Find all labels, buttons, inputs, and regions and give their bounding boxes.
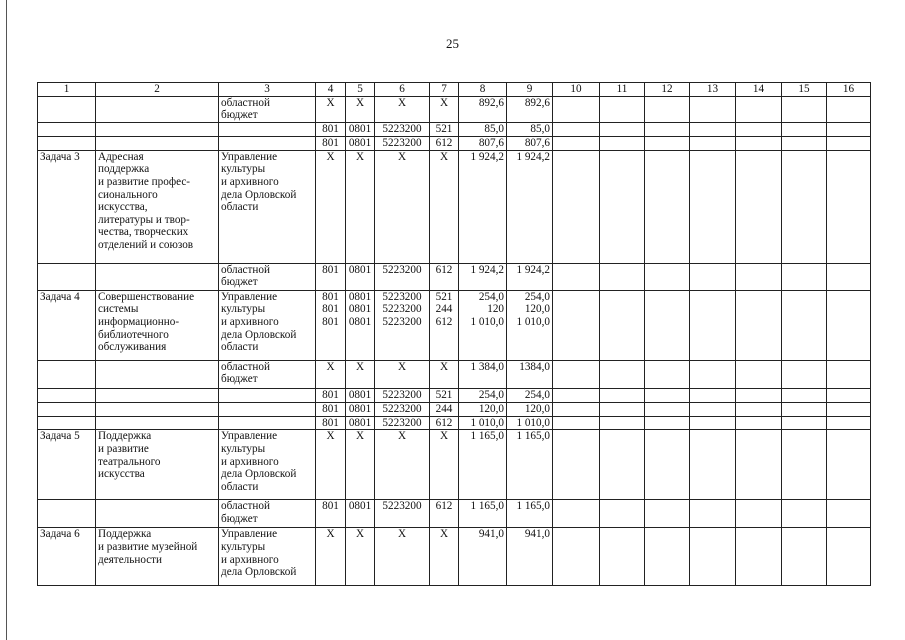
empty-cell (827, 500, 871, 528)
empty-cell (827, 360, 871, 388)
empty-cell (736, 402, 782, 416)
table-row (38, 360, 871, 388)
empty-cell (690, 122, 736, 136)
grbs-cell: 801 (316, 388, 346, 402)
empty-cell (553, 416, 600, 430)
amount-cell: 1 924,2 (459, 263, 507, 290)
description-cell (96, 416, 219, 430)
header-cell: 2 (96, 83, 219, 97)
executor-cell: Управление культуры и архивного дела Орловской области (219, 430, 316, 500)
grbs-cell: 801 801 801 (316, 290, 346, 360)
empty-cell (645, 96, 690, 122)
section-cell: 0801 (346, 122, 375, 136)
empty-cell (645, 416, 690, 430)
expense-type-cell: 521 (430, 388, 459, 402)
executor-cell: областной бюджет (219, 96, 316, 122)
empty-cell (645, 150, 690, 263)
empty-cell (690, 402, 736, 416)
empty-cell (736, 528, 782, 586)
section-cell: Х (346, 430, 375, 500)
empty-cell (782, 402, 827, 416)
header-row (38, 83, 871, 97)
table-row (38, 150, 871, 263)
description-cell: Совершенствование системы информационно- библиотечного обслуживания (96, 290, 219, 360)
target-article-cell: 5223200 (375, 500, 430, 528)
table-row (38, 430, 871, 500)
header-cell: 1 (38, 83, 96, 97)
empty-cell (736, 360, 782, 388)
table-row (38, 290, 871, 360)
grbs-cell: Х (316, 360, 346, 388)
empty-cell (600, 136, 645, 150)
task-cell (38, 500, 96, 528)
task-cell (38, 136, 96, 150)
empty-cell (782, 500, 827, 528)
empty-cell (827, 263, 871, 290)
executor-cell: Управление культуры и архивного дела Орловской области (219, 290, 316, 360)
task-cell: Задача 4 (38, 290, 96, 360)
amount-cell: 1384,0 (507, 360, 553, 388)
executor-cell: Управление культуры и архивного дела Орловской области (219, 150, 316, 263)
header-cell: 13 (690, 83, 736, 97)
section-cell: Х (346, 360, 375, 388)
empty-cell (553, 150, 600, 263)
grbs-cell: 801 (316, 263, 346, 290)
empty-cell (645, 263, 690, 290)
empty-cell (782, 416, 827, 430)
section-cell: 0801 (346, 500, 375, 528)
table-row (38, 263, 871, 290)
target-article-cell: Х (375, 96, 430, 122)
empty-cell (553, 388, 600, 402)
empty-cell (736, 263, 782, 290)
header-cell: 6 (375, 83, 430, 97)
amount-cell: 1 924,2 (507, 263, 553, 290)
target-article-cell: Х (375, 150, 430, 263)
description-cell: Адресная поддержка и развитие профес- сионального искусства, литературы и твор- чества, творческих отделений и союзов (96, 150, 219, 263)
empty-cell (690, 263, 736, 290)
executor-cell: областной бюджет (219, 263, 316, 290)
empty-cell (600, 360, 645, 388)
executor-cell: областной бюджет (219, 500, 316, 528)
header-cell: 12 (645, 83, 690, 97)
empty-cell (736, 430, 782, 500)
amount-cell: 254,0 120,0 1 010,0 (507, 290, 553, 360)
description-cell: Поддержка и развитие театрального искусства (96, 430, 219, 500)
empty-cell (736, 416, 782, 430)
task-cell (38, 96, 96, 122)
empty-cell (645, 528, 690, 586)
empty-cell (553, 136, 600, 150)
empty-cell (827, 402, 871, 416)
executor-cell: областной бюджет (219, 360, 316, 388)
empty-cell (782, 290, 827, 360)
amount-cell: 1 165,0 (507, 430, 553, 500)
grbs-cell: 801 (316, 402, 346, 416)
empty-cell (553, 96, 600, 122)
target-article-cell: 5223200 (375, 122, 430, 136)
empty-cell (645, 430, 690, 500)
amount-cell: 1 384,0 (459, 360, 507, 388)
amount-cell: 254,0 (507, 388, 553, 402)
empty-cell (600, 388, 645, 402)
empty-cell (736, 290, 782, 360)
grbs-cell: Х (316, 96, 346, 122)
amount-cell: 1 165,0 (459, 500, 507, 528)
empty-cell (827, 136, 871, 150)
empty-cell (553, 263, 600, 290)
empty-cell (827, 122, 871, 136)
target-article-cell: 5223200 (375, 263, 430, 290)
empty-cell (782, 263, 827, 290)
table-row (38, 416, 871, 430)
task-cell (38, 402, 96, 416)
section-cell: 0801 (346, 402, 375, 416)
empty-cell (782, 388, 827, 402)
description-cell (96, 136, 219, 150)
header-cell: 11 (600, 83, 645, 97)
task-cell (38, 360, 96, 388)
amount-cell: 807,6 (459, 136, 507, 150)
header-cell: 15 (782, 83, 827, 97)
grbs-cell: 801 (316, 416, 346, 430)
empty-cell (553, 528, 600, 586)
empty-cell (690, 96, 736, 122)
task-cell (38, 263, 96, 290)
amount-cell: 85,0 (459, 122, 507, 136)
empty-cell (645, 388, 690, 402)
table-row (38, 388, 871, 402)
task-cell (38, 416, 96, 430)
target-article-cell: Х (375, 528, 430, 586)
empty-cell (782, 430, 827, 500)
target-article-cell: 5223200 (375, 388, 430, 402)
grbs-cell: 801 (316, 136, 346, 150)
target-article-cell: 5223200 (375, 402, 430, 416)
expense-type-cell: 612 (430, 500, 459, 528)
executor-cell (219, 122, 316, 136)
empty-cell (782, 528, 827, 586)
amount-cell: 1 924,2 (459, 150, 507, 263)
empty-cell (690, 500, 736, 528)
table-row (38, 402, 871, 416)
amount-cell: 254,0 120 1 010,0 (459, 290, 507, 360)
empty-cell (600, 263, 645, 290)
empty-cell (690, 360, 736, 388)
amount-cell: 120,0 (507, 402, 553, 416)
executor-cell (219, 402, 316, 416)
empty-cell (736, 136, 782, 150)
empty-cell (736, 150, 782, 263)
empty-cell (600, 290, 645, 360)
description-cell (96, 360, 219, 388)
expense-type-cell: 612 (430, 416, 459, 430)
expense-type-cell: Х (430, 96, 459, 122)
header-cell: 7 (430, 83, 459, 97)
table-row (38, 96, 871, 122)
expense-type-cell: 612 (430, 136, 459, 150)
target-article-cell: Х (375, 360, 430, 388)
header-cell: 8 (459, 83, 507, 97)
task-cell (38, 122, 96, 136)
amount-cell: 941,0 (459, 528, 507, 586)
empty-cell (827, 150, 871, 263)
header-cell: 3 (219, 83, 316, 97)
empty-cell (553, 290, 600, 360)
empty-cell (553, 122, 600, 136)
empty-cell (553, 360, 600, 388)
amount-cell: 892,6 (507, 96, 553, 122)
amount-cell: 1 010,0 (507, 416, 553, 430)
amount-cell: 941,0 (507, 528, 553, 586)
empty-cell (736, 500, 782, 528)
grbs-cell: 801 (316, 500, 346, 528)
executor-cell (219, 136, 316, 150)
grbs-cell: Х (316, 150, 346, 263)
grbs-cell: 801 (316, 122, 346, 136)
section-cell: 0801 (346, 136, 375, 150)
description-cell (96, 402, 219, 416)
expense-type-cell: 521 (430, 122, 459, 136)
empty-cell (600, 528, 645, 586)
empty-cell (600, 500, 645, 528)
header-cell: 9 (507, 83, 553, 97)
header-cell: 4 (316, 83, 346, 97)
target-article-cell: 5223200 (375, 416, 430, 430)
target-article-cell: 5223200 5223200 5223200 (375, 290, 430, 360)
executor-cell (219, 416, 316, 430)
section-cell: Х (346, 528, 375, 586)
description-cell (96, 263, 219, 290)
amount-cell: 1 010,0 (459, 416, 507, 430)
empty-cell (600, 122, 645, 136)
budget-table (37, 82, 871, 586)
empty-cell (645, 500, 690, 528)
empty-cell (782, 136, 827, 150)
section-cell: Х (346, 96, 375, 122)
executor-cell (219, 388, 316, 402)
empty-cell (600, 416, 645, 430)
section-cell: Х (346, 150, 375, 263)
empty-cell (645, 136, 690, 150)
section-cell: 0801 0801 0801 (346, 290, 375, 360)
empty-cell (827, 528, 871, 586)
empty-cell (690, 290, 736, 360)
header-cell: 16 (827, 83, 871, 97)
empty-cell (827, 290, 871, 360)
empty-cell (645, 402, 690, 416)
empty-cell (600, 430, 645, 500)
table-row (38, 528, 871, 586)
expense-type-cell: Х (430, 150, 459, 263)
empty-cell (645, 122, 690, 136)
amount-cell: 120,0 (459, 402, 507, 416)
task-cell: Задача 5 (38, 430, 96, 500)
empty-cell (690, 430, 736, 500)
empty-cell (736, 122, 782, 136)
description-cell (96, 96, 219, 122)
section-cell: 0801 (346, 263, 375, 290)
description-cell (96, 500, 219, 528)
empty-cell (600, 96, 645, 122)
target-article-cell: Х (375, 430, 430, 500)
empty-cell (827, 416, 871, 430)
empty-cell (690, 416, 736, 430)
page-number: 25 (446, 36, 459, 51)
task-cell (38, 388, 96, 402)
expense-type-cell: Х (430, 528, 459, 586)
page-edge-line (6, 0, 7, 640)
amount-cell: 1 165,0 (459, 430, 507, 500)
empty-cell (553, 430, 600, 500)
empty-cell (600, 402, 645, 416)
empty-cell (782, 150, 827, 263)
empty-cell (553, 500, 600, 528)
task-cell: Задача 3 (38, 150, 96, 263)
empty-cell (736, 96, 782, 122)
empty-cell (553, 402, 600, 416)
expense-type-cell: 244 (430, 402, 459, 416)
expense-type-cell: 612 (430, 263, 459, 290)
grbs-cell: Х (316, 430, 346, 500)
empty-cell (600, 150, 645, 263)
amount-cell: 254,0 (459, 388, 507, 402)
table-row (38, 122, 871, 136)
empty-cell (690, 136, 736, 150)
amount-cell: 1 165,0 (507, 500, 553, 528)
empty-cell (827, 430, 871, 500)
empty-cell (827, 388, 871, 402)
description-cell (96, 122, 219, 136)
empty-cell (690, 388, 736, 402)
expense-type-cell: 521 244 612 (430, 290, 459, 360)
description-cell: Поддержка и развитие музейной деятельности (96, 528, 219, 586)
empty-cell (782, 360, 827, 388)
header-cell: 5 (346, 83, 375, 97)
expense-type-cell: Х (430, 430, 459, 500)
amount-cell: 85,0 (507, 122, 553, 136)
grbs-cell: Х (316, 528, 346, 586)
amount-cell: 807,6 (507, 136, 553, 150)
description-cell (96, 388, 219, 402)
executor-cell: Управление культуры и архивного дела Орловской (219, 528, 316, 586)
target-article-cell: 5223200 (375, 136, 430, 150)
header-cell: 14 (736, 83, 782, 97)
expense-type-cell: Х (430, 360, 459, 388)
table-row (38, 136, 871, 150)
header-cell: 10 (553, 83, 600, 97)
empty-cell (645, 360, 690, 388)
amount-cell: 1 924,2 (507, 150, 553, 263)
amount-cell: 892,6 (459, 96, 507, 122)
section-cell: 0801 (346, 388, 375, 402)
empty-cell (827, 96, 871, 122)
empty-cell (690, 150, 736, 263)
empty-cell (782, 122, 827, 136)
empty-cell (782, 96, 827, 122)
table-row (38, 500, 871, 528)
task-cell: Задача 6 (38, 528, 96, 586)
empty-cell (690, 528, 736, 586)
empty-cell (736, 388, 782, 402)
empty-cell (645, 290, 690, 360)
section-cell: 0801 (346, 416, 375, 430)
